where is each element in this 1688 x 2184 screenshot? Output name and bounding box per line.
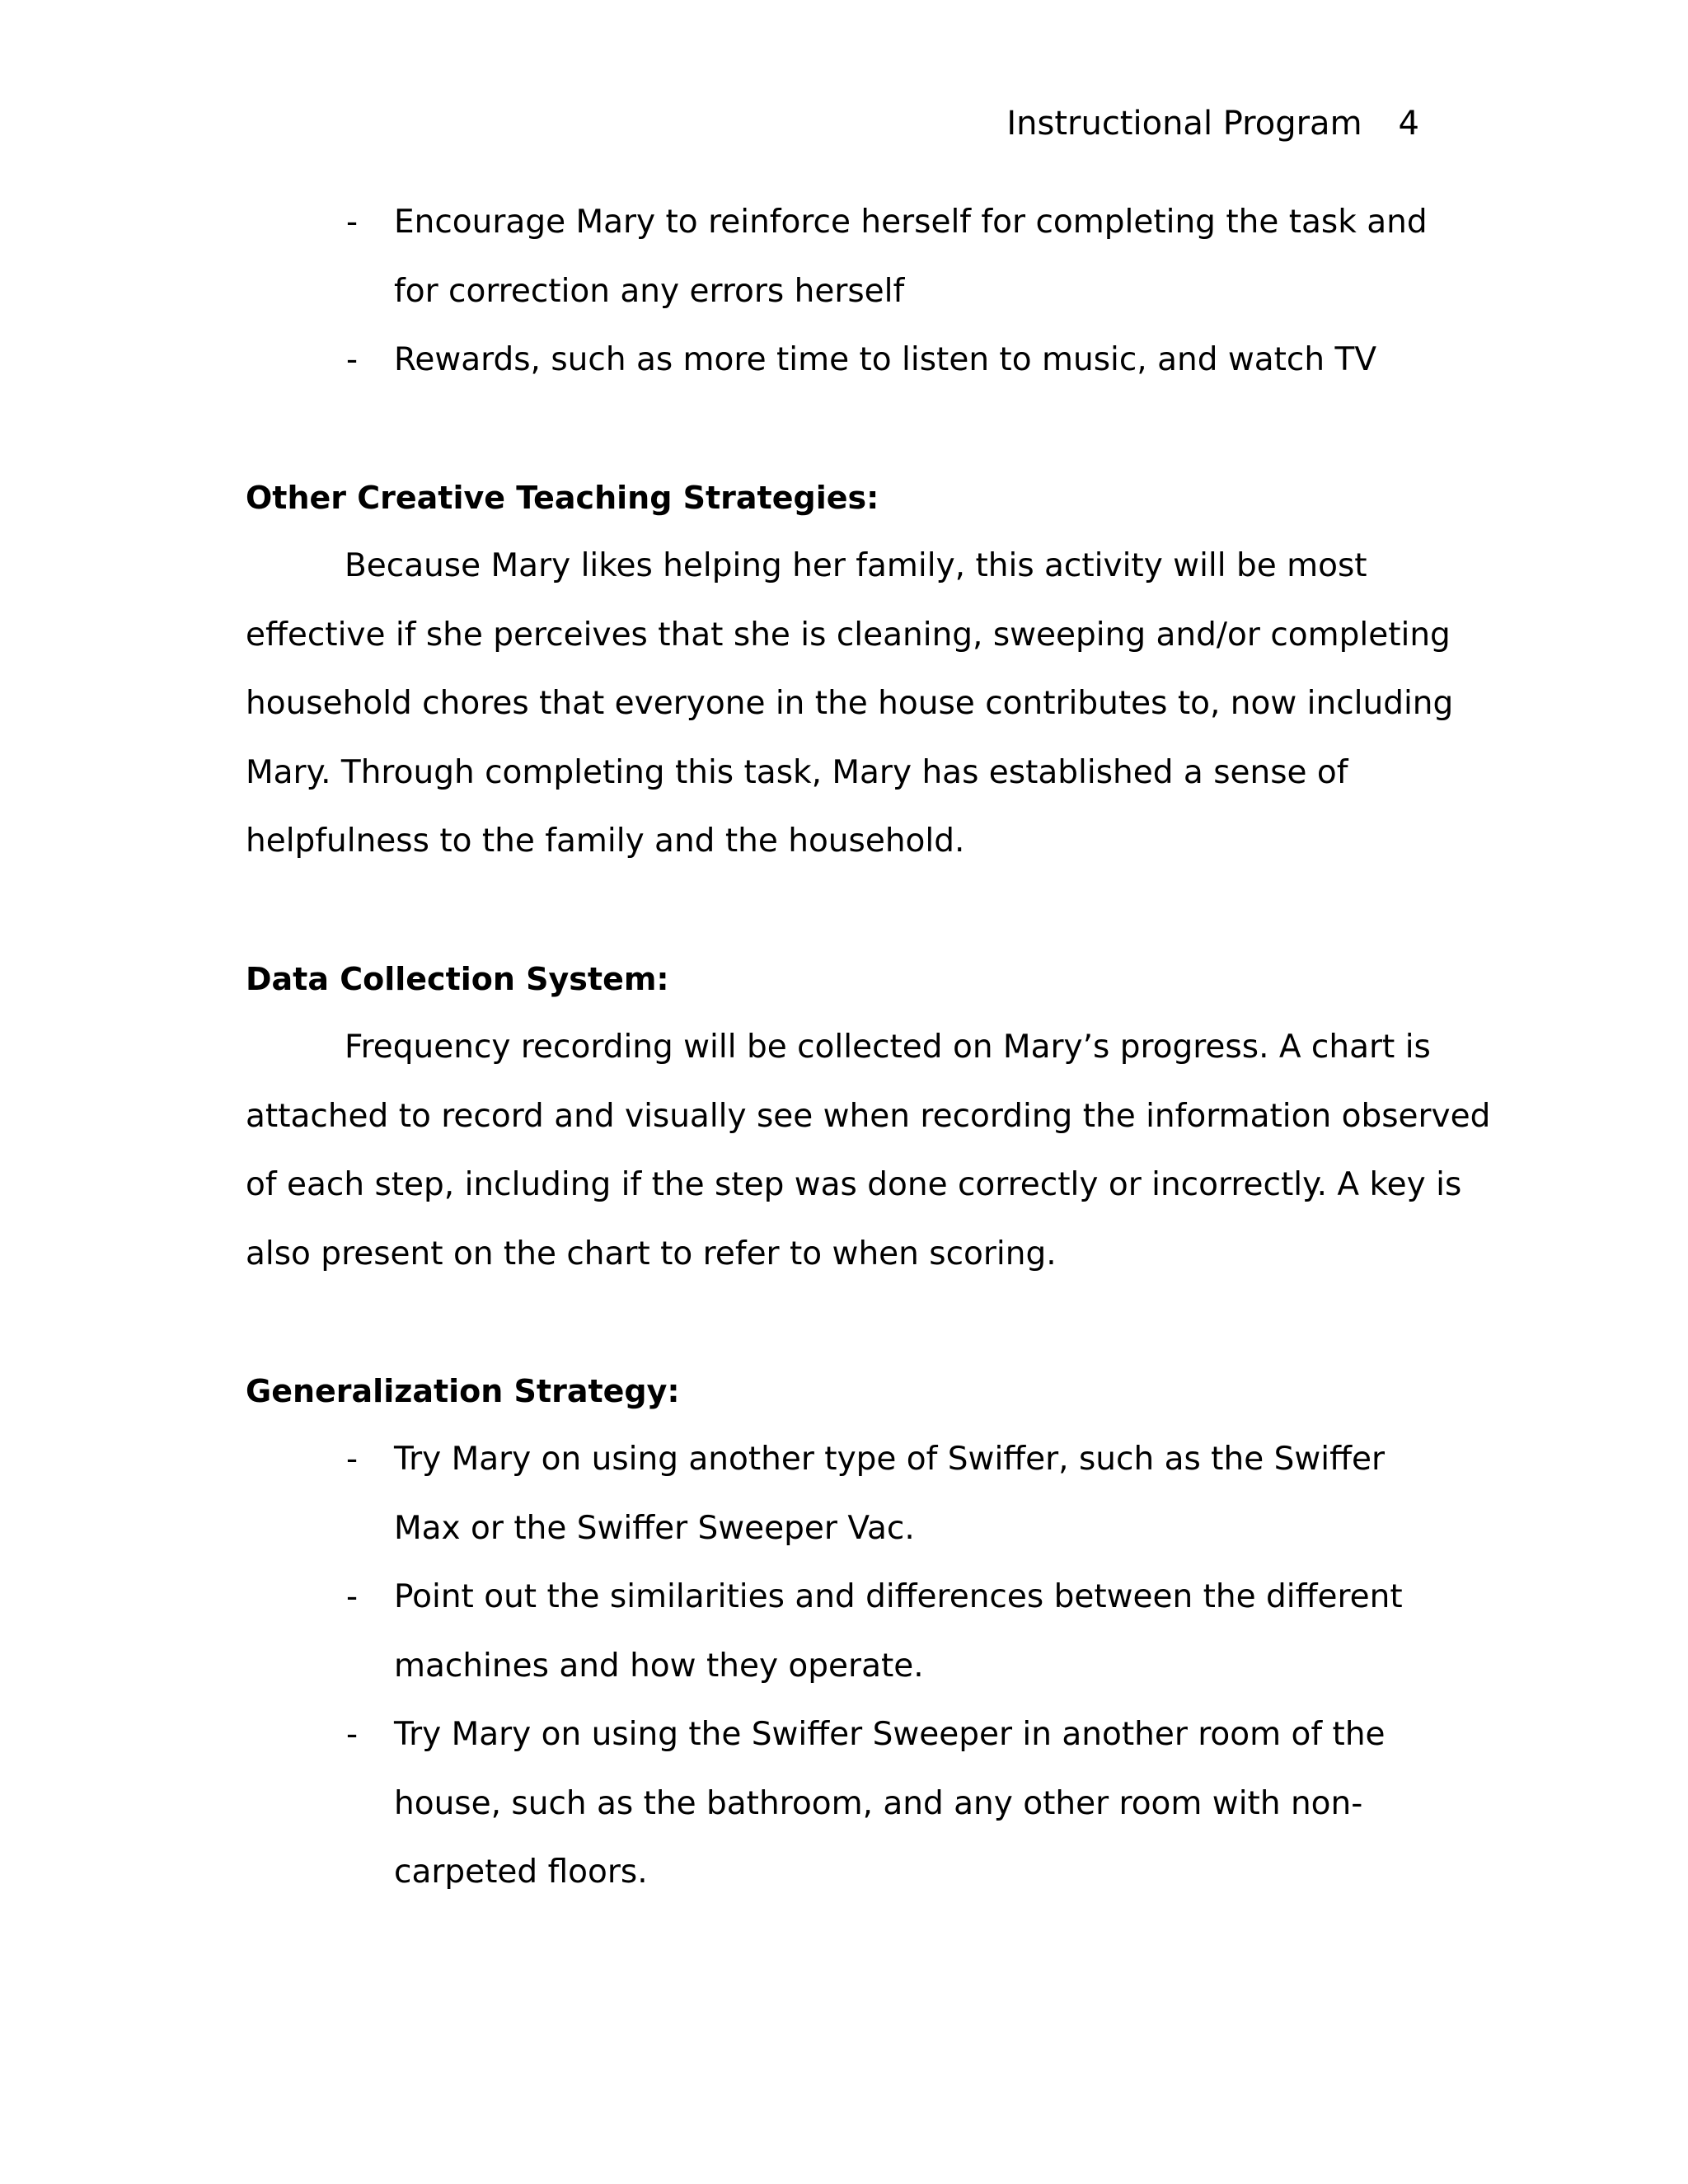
paragraph-line: Because Mary likes helping her family, this activity will be most: [345, 547, 1367, 584]
bullet-line: Rewards, such as more time to listen to music, and watch TV: [394, 341, 1376, 378]
paragraph-line: also present on the chart to refer to when scoring.: [246, 1235, 1057, 1272]
bullet-dash: -: [346, 1716, 359, 1753]
running-title: Instructional Program: [1006, 105, 1362, 143]
page-number: 4: [1398, 105, 1419, 143]
bullet-dash: -: [346, 341, 359, 378]
section-heading-data: Data Collection System:: [246, 961, 669, 997]
bullet-line: for correction any errors herself: [394, 273, 905, 310]
paragraph-line: helpfulness to the family and the household.: [246, 823, 965, 860]
bullet-dash: -: [346, 204, 359, 241]
bullet-line: machines and how they operate.: [394, 1647, 924, 1685]
bullet-dash: -: [346, 1578, 359, 1615]
bullet-line: carpeted floors.: [394, 1854, 648, 1891]
bullet-line: Point out the similarities and differences between the different: [394, 1578, 1403, 1615]
bullet-line: house, such as the bathroom, and any other room with non-: [394, 1785, 1363, 1822]
paragraph-line: household chores that everyone in the house contributes to, now including: [246, 685, 1454, 722]
section-heading-creative: Other Creative Teaching Strategies:: [246, 480, 879, 516]
running-header: [1006, 101, 1419, 147]
paragraph-line: effective if she perceives that she is cleaning, sweeping and/or completing: [246, 616, 1451, 654]
paragraph-line: Frequency recording will be collected on Mary’s progress. A chart is: [345, 1029, 1431, 1066]
section-heading-generalization: Generalization Strategy:: [246, 1373, 680, 1409]
bullet-line: Try Mary on using another type of Swiffer, such as the Swiffer: [394, 1441, 1385, 1478]
bullet-line: Try Mary on using the Swiffer Sweeper in another room of the: [394, 1716, 1386, 1753]
paragraph-line: attached to record and visually see when recording the information observed: [246, 1098, 1491, 1135]
bullet-line: Max or the Swiffer Sweeper Vac.: [394, 1510, 915, 1547]
bullet-line: Encourage Mary to reinforce herself for completing the task and: [394, 204, 1428, 241]
paragraph-line: Mary. Through completing this task, Mary has established a sense of: [246, 754, 1348, 791]
bullet-dash: -: [346, 1441, 359, 1478]
paragraph-line: of each step, including if the step was done correctly or incorrectly. A key is: [246, 1166, 1462, 1203]
